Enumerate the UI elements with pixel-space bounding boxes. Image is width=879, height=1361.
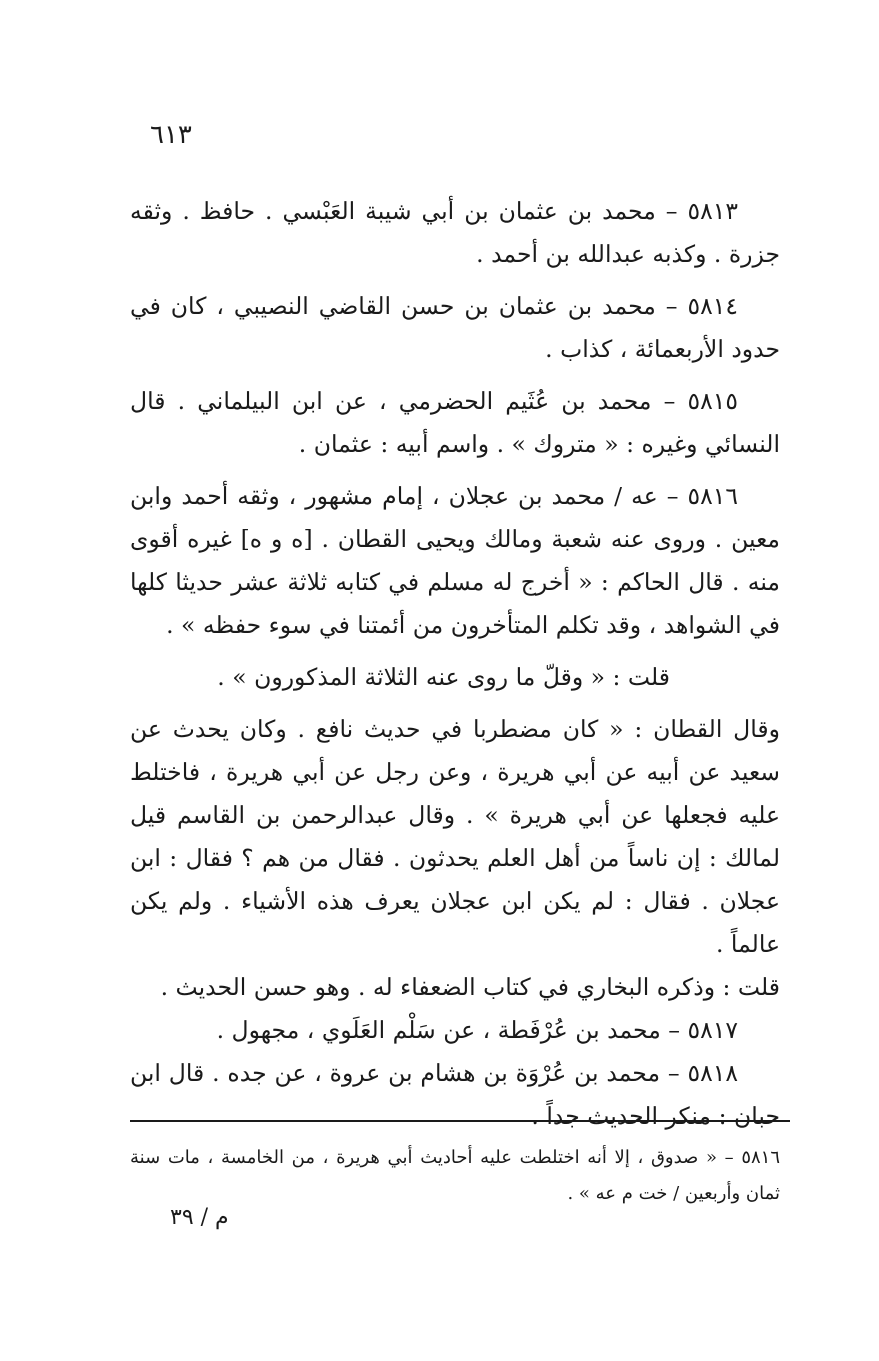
signature-mark: م / ٣٩: [170, 1205, 229, 1230]
footnote: [130, 1140, 780, 1212]
entry-5818: ٥٨١٨ – محمد بن عُرْوَة بن هشام بن عروة ، عن جده . قال ابن حبان : منكر الحديث جداً .: [130, 1059, 780, 1130]
entry-5816-comment: قلت : « وقلّ ما روى عنه الثلاثة المذكورون » .: [217, 663, 670, 691]
entry-5816-note: قلت : وذكره البخاري في كتاب الضعفاء له . وهو حسن الحديث .: [160, 973, 780, 1001]
entry-5816: ٥٨١٦ – عه / محمد بن عجلان ، إمام مشهور ، وثقه أحمد وابن معين . وروى عنه شعبة ومالك ويحيى القطان . [ه و ه] غيره أقوى منه . قال الحاكم : « أخرج له مسلم في كتابه ثلاثة عشر حديثا كلها في الشواهد ، وقد تكلم المتأخرون من أئمتنا في سوء حفظه » .: [130, 482, 780, 639]
footnote-divider: [130, 1120, 790, 1122]
main-text: [130, 190, 780, 1138]
entry-5813: ٥٨١٣ – محمد بن عثمان بن أبي شيبة العَبْسي . حافظ . وثقه جزرة . وكذبه عبدالله بن أحمد .: [130, 197, 780, 268]
entry-5816-qattan: وقال القطان : « كان مضطربا في حديث نافع . وكان يحدث عن سعيد عن أبيه عن أبي هريرة ، وعن رجل عن أبي هريرة ، فاختلط عليه فجعلها عن أبي هريرة » . وقال عبدالرحمن بن القاسم قيل لمالك : إن ناساً من أهل العلم يحدثون . فقال من هم ؟ فقال : ابن عجلان . فقال : لم يكن ابن عجلان يعرف هذه الأشياء . ولم يكن عالماً .: [130, 715, 780, 958]
entry-5815: ٥٨١٥ – محمد بن عُثَيم الحضرمي ، عن ابن البيلماني . قال النسائي وغيره : « متروك » . واسم أبيه : عثمان .: [130, 387, 780, 458]
footnote-5816: ٥٨١٦ – « صدوق ، إلا أنه اختلطت عليه أحاديث أبي هريرة ، من الخامسة ، مات سنة ثمان وأربعين / خت م عه » .: [130, 1147, 780, 1204]
page-number: ٦١٣: [150, 120, 192, 150]
entry-5817: ٥٨١٧ – محمد بن عُرْفَطة ، عن سَلْم العَلَوي ، مجهول .: [216, 1016, 738, 1044]
entry-5814: ٥٨١٤ – محمد بن عثمان بن حسن القاضي النصيبي ، كان في حدود الأربعمائة ، كذاب .: [130, 292, 780, 363]
